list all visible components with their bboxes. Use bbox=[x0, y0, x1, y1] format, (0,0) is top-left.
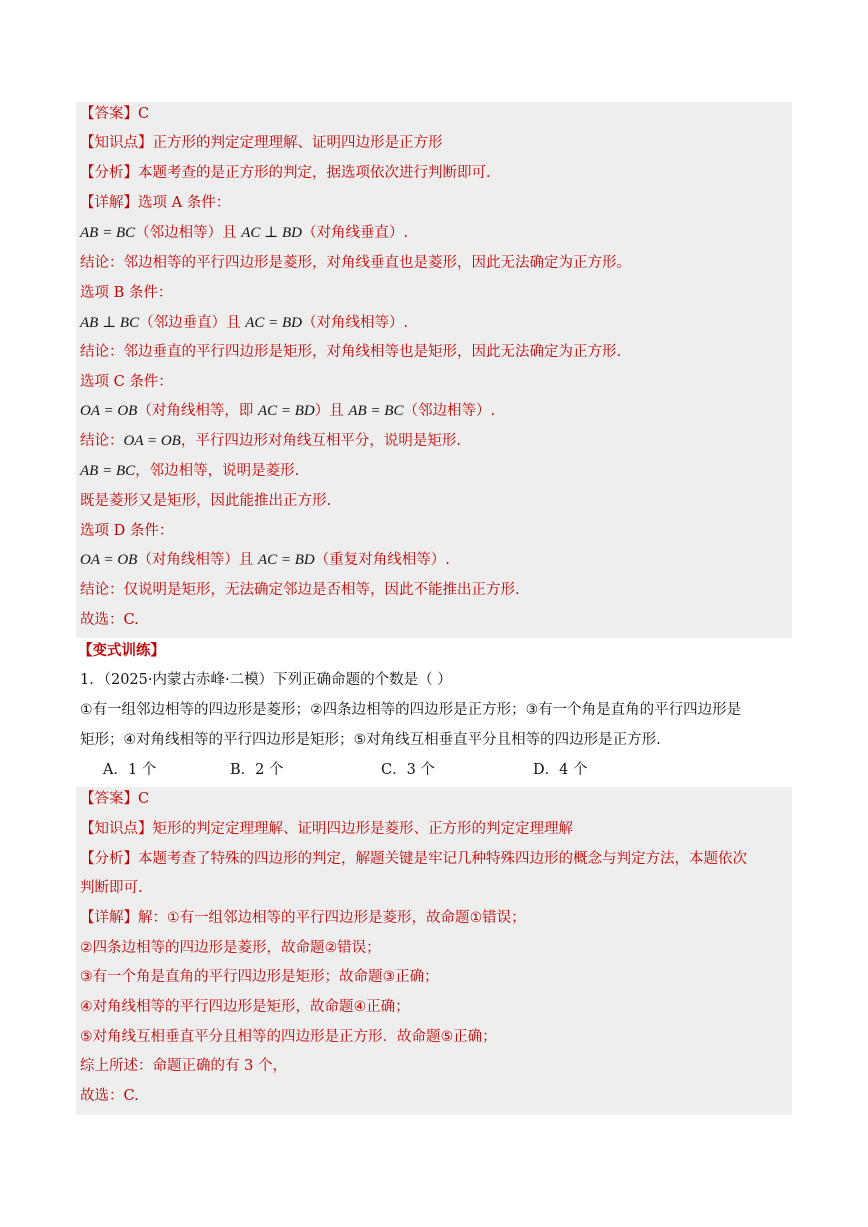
question-number: 1． bbox=[80, 672, 104, 688]
question-statements-line-2 bbox=[80, 729, 792, 751]
option-d: D．4 个 bbox=[533, 762, 588, 778]
math-expr: AB = BC bbox=[80, 463, 136, 479]
circled-number: ② bbox=[310, 702, 323, 718]
text: （对角线垂直）. bbox=[302, 225, 409, 241]
circled-number: ③ bbox=[80, 969, 93, 985]
text: 四条边相等的四边形是正方形； bbox=[322, 702, 526, 718]
circled-number: ① bbox=[469, 910, 483, 926]
text: ）且 bbox=[314, 403, 349, 419]
knowledge-text: 正方形的判定定理理解、证明四边形是正方形 bbox=[152, 135, 443, 151]
detail-line-2 bbox=[80, 907, 792, 929]
circled-number: ① bbox=[80, 702, 93, 718]
circled-number: ⑤ bbox=[353, 732, 367, 748]
analysis-text: 本题考查了特殊的四边形的判定，解题关键是牢记几种特殊四边形的概念与判定方法，本题依次 bbox=[138, 851, 747, 867]
option-b: B．2 个 bbox=[230, 762, 284, 778]
knowledge-line-1 bbox=[80, 132, 792, 154]
text: （邻边相等）且 bbox=[135, 225, 242, 241]
math-expr: AB ⊥ BC bbox=[80, 315, 140, 331]
analysis-line-2 bbox=[80, 848, 792, 870]
option-c-conclusion-3: 既是菱形又是矩形，因此能推出正方形. bbox=[80, 493, 332, 509]
text: ，邻边相等，说明是菱形. bbox=[135, 463, 300, 479]
text: 有一组邻边相等的四边形是菱形； bbox=[92, 702, 311, 718]
math-expr: OA = OB bbox=[80, 552, 138, 568]
text: 正确； bbox=[395, 969, 439, 985]
text: 正确； bbox=[453, 1029, 497, 1045]
option-d-header: 选项 D 条件： bbox=[80, 523, 174, 539]
detail-statement-4 bbox=[80, 996, 792, 1018]
knowledge-text: 矩形的判定定理理解、证明四边形是菱形、正方形的判定定理理解 bbox=[152, 821, 573, 837]
detail-tag: 【详解】 bbox=[80, 910, 138, 926]
answer-value: C bbox=[138, 791, 150, 807]
detail-text: 选项 A 条件： bbox=[138, 195, 231, 211]
circled-number: ③ bbox=[525, 702, 539, 718]
final-choice-2: 故选：C. bbox=[80, 1088, 139, 1104]
knowledge-tag: 【知识点】 bbox=[80, 135, 153, 151]
option-c-condition bbox=[80, 400, 792, 422]
math-expr: AC = BD bbox=[257, 403, 315, 419]
text: 对角线互相垂直平分且相等的四边形是正方形. bbox=[366, 732, 661, 748]
detail-statement-3 bbox=[80, 966, 792, 988]
option-d-condition bbox=[80, 549, 792, 571]
math-expr: AC = BD bbox=[245, 315, 303, 331]
question-source: （2025·内蒙古赤峰·二模） bbox=[103, 672, 274, 688]
math-expr: AC ⊥ BD bbox=[241, 225, 303, 241]
detail-statement-2 bbox=[80, 937, 792, 959]
text: 结论： bbox=[80, 433, 124, 449]
circled-number: ④ bbox=[80, 999, 93, 1015]
math-expr: AB = BC bbox=[348, 403, 404, 419]
detail-statement-5 bbox=[80, 1026, 792, 1048]
summary-line: 综上所述：命题正确的有 3 个， bbox=[80, 1058, 287, 1074]
circled-number: ② bbox=[324, 940, 338, 956]
circled-number: ③ bbox=[382, 969, 396, 985]
analysis-tag: 【分析】 bbox=[80, 851, 138, 867]
option-a-conclusion: 结论：邻边相等的平行四边形是菱形，对角线垂直也是菱形，因此无法确定为正方形。 bbox=[80, 255, 631, 271]
circled-number: ① bbox=[167, 910, 180, 926]
answer-line-1 bbox=[80, 103, 792, 125]
option-c-conclusion-1 bbox=[80, 430, 792, 452]
math-expr: OA = OB bbox=[80, 403, 138, 419]
math-expr: AC = BD bbox=[257, 552, 315, 568]
circled-number: ② bbox=[80, 940, 93, 956]
text: 解： bbox=[138, 910, 167, 926]
text: 有一个角是直角的平行四边形是 bbox=[538, 702, 742, 718]
variant-training-header: 【变式训练】 bbox=[78, 642, 165, 659]
question-stem bbox=[80, 669, 792, 691]
math-expr: OA = OB bbox=[123, 433, 181, 449]
circled-number: ⑤ bbox=[80, 1029, 93, 1045]
text: 对角线相等的平行四边形是矩形； bbox=[136, 732, 354, 748]
text: （邻边垂直）且 bbox=[139, 315, 246, 331]
answer-value: C bbox=[138, 106, 150, 122]
text: 对角线相等的平行四边形是矩形，故命题 bbox=[92, 999, 354, 1015]
text: 错误； bbox=[482, 910, 526, 926]
option-c-header: 选项 C 条件： bbox=[80, 374, 173, 390]
detail-line-1 bbox=[80, 192, 792, 214]
analysis-line-2-cont: 判断即可. bbox=[80, 880, 143, 896]
text: 矩形； bbox=[80, 732, 124, 748]
analysis-text: 本题考查的是正方形的判定，据选项依次进行判断即可. bbox=[138, 165, 491, 181]
text: （对角线相等）. bbox=[302, 315, 409, 331]
answer-line-2 bbox=[80, 788, 792, 810]
option-a: A．1 个 bbox=[103, 762, 157, 778]
question-statements-line-1 bbox=[80, 699, 792, 721]
detail-tag: 【详解】 bbox=[80, 195, 138, 211]
option-c-conclusion-2 bbox=[80, 460, 792, 482]
answer-tag: 【答案】 bbox=[80, 106, 138, 122]
option-a-condition bbox=[80, 222, 792, 244]
answer-tag: 【答案】 bbox=[80, 791, 138, 807]
final-choice-1: 故选：C. bbox=[80, 612, 139, 628]
analysis-line-1 bbox=[80, 162, 792, 184]
circled-number: ④ bbox=[123, 732, 137, 748]
option-b-condition bbox=[80, 312, 792, 334]
knowledge-tag: 【知识点】 bbox=[80, 821, 153, 837]
text: （对角线相等，即 bbox=[137, 403, 258, 419]
math-expr: AB = BC bbox=[80, 225, 136, 241]
circled-number: ⑤ bbox=[440, 1029, 454, 1045]
text: ，平行四边形对角线互相平分，说明是矩形. bbox=[180, 433, 461, 449]
text: 错误； bbox=[337, 940, 381, 956]
text: 对角线互相垂直平分且相等的四边形是正方形．故命题 bbox=[92, 1029, 441, 1045]
text: （邻边相等）. bbox=[403, 403, 496, 419]
question-text: 下列正确命题的个数是（ ） bbox=[273, 672, 452, 688]
option-d-conclusion: 结论：仅说明是矩形，无法确定邻边是否相等，因此不能推出正方形. bbox=[80, 582, 520, 598]
text: 正确； bbox=[366, 999, 410, 1015]
option-b-header: 选项 B 条件： bbox=[80, 285, 173, 301]
text: （对角线相等）且 bbox=[137, 552, 258, 568]
knowledge-line-2 bbox=[80, 818, 792, 840]
text: 有一个角是直角的平行四边形是矩形；故命题 bbox=[92, 969, 383, 985]
text: 四条边相等的四边形是菱形，故命题 bbox=[92, 940, 325, 956]
option-b-conclusion: 结论：邻边垂直的平行四边形是矩形，对角线相等也是矩形，因此无法确定为正方形. bbox=[80, 344, 622, 360]
analysis-tag: 【分析】 bbox=[80, 165, 138, 181]
option-c: C．3 个 bbox=[381, 762, 435, 778]
text: 有一组邻边相等的平行四边形是菱形，故命题 bbox=[179, 910, 470, 926]
circled-number: ④ bbox=[353, 999, 367, 1015]
text: （重复对角线相等）. bbox=[314, 552, 450, 568]
